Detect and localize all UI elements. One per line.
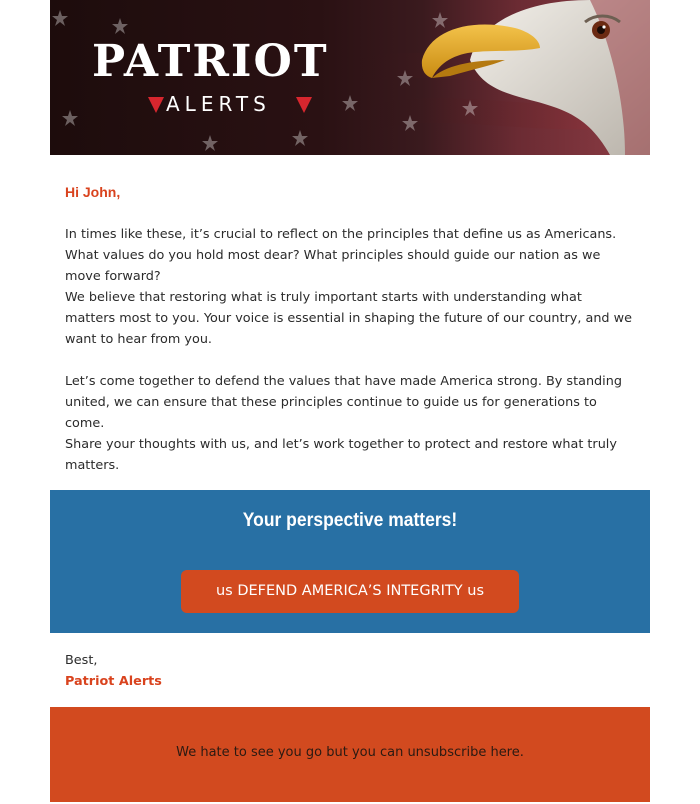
logo-wordmark: PATRIOT <box>92 36 329 87</box>
paragraph-2: We believe that restoring what is truly important starts with understanding what matters most to you. Your voice is essential in shaping the future of our country, and we want to hear from you. <box>65 290 632 347</box>
defend-america-button[interactable]: us DEFEND AMERICA’S INTEGRITY us <box>181 570 519 613</box>
logo-subtitle <box>148 94 271 114</box>
unsubscribe-link[interactable]: We hate to see you go but you can unsubscribe here. <box>176 745 524 760</box>
cta-heading: Your perspective matters! <box>242 510 458 531</box>
paragraph-1: In times like these, it’s crucial to reflect on the principles that define us as Americans. What values do you hold most dear? What principles should guide our nation as we move forward? <box>65 227 617 284</box>
footer <box>50 707 650 802</box>
email-container <box>50 0 650 804</box>
header-banner <box>50 0 650 155</box>
signoff-name: Patriot Alerts <box>65 674 162 689</box>
signoff-closing: Best, <box>65 653 98 668</box>
paragraph-4: Share your thoughts with us, and let’s work together to protect and restore what truly matters. <box>65 437 617 473</box>
logo-triangle-right-icon <box>296 97 312 113</box>
greeting: Hi John, <box>65 184 121 200</box>
paragraph-3: Let’s come together to defend the values that have made America strong. By standing united, we can ensure that these principles continue to guide us for generations to come. <box>65 374 622 431</box>
logo-sub-text: ALERTS <box>166 92 271 116</box>
cta-block <box>50 490 650 633</box>
